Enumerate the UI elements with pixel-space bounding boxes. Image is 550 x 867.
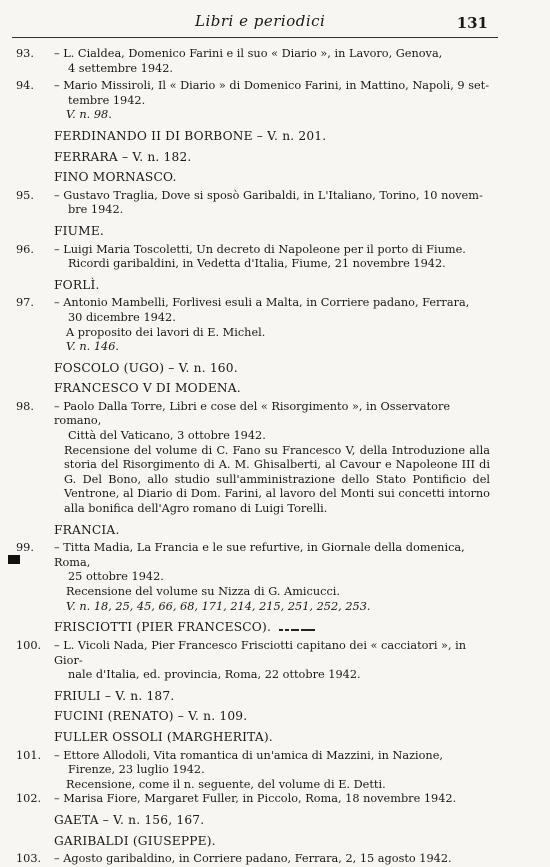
section-heading: FORLÌ. bbox=[54, 277, 100, 292]
entry-98 bbox=[0, 400, 550, 517]
entry-number: 102. bbox=[16, 792, 42, 806]
entry-number: 98. bbox=[16, 399, 34, 413]
ink-mark bbox=[8, 555, 20, 564]
entry-date: Firenze, 23 luglio 1942. bbox=[68, 763, 205, 777]
entry-citation: – Gustavo Traglia, Dove si sposò Garibaldi, in L'Italiano, Torino, 10 novem- bbox=[54, 188, 483, 202]
ink-dash-marks bbox=[279, 620, 317, 635]
section-heading: FRIULI – V. n. 187. bbox=[54, 688, 175, 703]
section-heading: FULLER OSSOLI (MARGHERITA). bbox=[54, 729, 273, 744]
entry-cross-reference: V. n. 18, 25, 45, 66, 68, 171, 214, 215, 251, 252, 253. bbox=[66, 599, 371, 613]
entry-date: tembre 1942. bbox=[68, 93, 146, 107]
entry-102 bbox=[0, 792, 550, 807]
entry-citation: – L. Vicoli Nada, Pier Francesco Frisciotti capitano dei « cacciatori », in Gior- bbox=[54, 638, 467, 667]
entry-citation: – Marisa Fiore, Margaret Fuller, in Piccolo, Roma, 18 novembre 1942. bbox=[54, 792, 457, 806]
entry-citation-continued: nale d'Italia, ed. provincia, Roma, 22 ottobre 1942. bbox=[68, 668, 361, 682]
section-heading: FOSCOLO (UGO) – V. n. 160. bbox=[54, 360, 238, 375]
entry-citation: – Paolo Dalla Torre, Libri e cose del « Risorgimento », in Osservatore romano, bbox=[54, 399, 451, 428]
entry-review-paragraph: Recensione del volume di C. Fano su Francesco V, della Introduzione alla storia del Risorgimento di A. M. Ghisalberti, al Cavour e Napoleone III di G. Del Bono, allo studio sull'amministrazione dello Stato Pontificio del Ventrone, al Diario di Dom. Farini, al lavoro del Monti sui concetti intorno alla bonifica dell'Agro romano di Luigi Torelli. bbox=[64, 443, 490, 516]
entry-date: Città del Vaticano, 3 ottobre 1942. bbox=[68, 429, 266, 443]
entry-citation: – Mario Missiroli, Il « Diario » di Domenico Farini, in Mattino, Napoli, 9 set- bbox=[54, 79, 490, 93]
running-title: Libri e periodici bbox=[195, 12, 326, 30]
section-heading: FRANCESCO V DI MODENA. bbox=[54, 381, 241, 396]
entry-citation: – Antonio Mambelli, Forlivesi esuli a Malta, in Corriere padano, Ferrara, bbox=[54, 296, 470, 310]
entry-number: 100. bbox=[16, 638, 42, 652]
section-heading: FIUME. bbox=[54, 223, 104, 238]
entry-note: Recensione del volume su Nizza di G. Amicucci. bbox=[66, 585, 340, 598]
section-heading bbox=[0, 620, 550, 635]
entry-date: 4 settembre 1942. bbox=[68, 61, 173, 75]
entry-number: 97. bbox=[16, 296, 34, 310]
entry-number: 101. bbox=[16, 748, 42, 762]
entry-number: 96. bbox=[16, 242, 34, 256]
page-number: 131 bbox=[456, 14, 488, 32]
entry-citation-continued: Ricordi garibaldini, in Vedetta d'Italia, Fiume, 21 novembre 1942. bbox=[68, 257, 446, 271]
entry-99 bbox=[0, 541, 550, 614]
entry-note: A proposito dei lavori di E. Michel. bbox=[66, 325, 266, 339]
section-heading: FRANCIA. bbox=[54, 522, 120, 537]
entry-number: 95. bbox=[16, 188, 34, 202]
entry-date: 25 ottobre 1942. bbox=[68, 570, 164, 584]
entry-note: Recensione, come il n. seguente, del volume di E. Detti. bbox=[66, 777, 386, 791]
entry-date: bre 1942. bbox=[68, 203, 124, 217]
header-rule bbox=[12, 37, 498, 38]
entry-94 bbox=[0, 79, 550, 123]
entry-number: 94. bbox=[16, 79, 34, 93]
entry-citation: – Agosto garibaldino, in Corriere padano, Ferrara, 2, 15 agosto 1942. bbox=[54, 852, 452, 866]
entry-97 bbox=[0, 296, 550, 354]
entry-citation: – Luigi Maria Toscoletti, Un decreto di Napoleone per il porto di Fiume. bbox=[54, 242, 466, 256]
entry-number: 99. bbox=[16, 541, 34, 555]
entry-95 bbox=[0, 189, 550, 218]
entry-number: 103. bbox=[16, 852, 42, 866]
entry-date: 30 dicembre 1942. bbox=[68, 310, 176, 324]
section-heading: FINO MORNASCO. bbox=[54, 170, 177, 185]
section-heading: FERRARA – V. n. 182. bbox=[54, 149, 192, 164]
page-body bbox=[0, 47, 550, 867]
section-heading: FERDINANDO II DI BORBONE – V. n. 201. bbox=[54, 128, 327, 143]
entry-96 bbox=[0, 243, 550, 272]
section-heading: FUCINI (RENATO) – V. n. 109. bbox=[54, 709, 248, 724]
entry-citation: – Ettore Allodoli, Vita romantica di un'amica di Mazzini, in Nazione, bbox=[54, 748, 443, 762]
entry-101 bbox=[0, 749, 550, 793]
section-heading: GARIBALDI (GIUSEPPE). bbox=[54, 833, 216, 848]
entry-number: 93. bbox=[16, 47, 34, 60]
entry-103 bbox=[0, 852, 550, 867]
entry-93 bbox=[0, 47, 550, 76]
entry-cross-reference: V. n. 146. bbox=[66, 340, 119, 354]
entry-citation: – Titta Madia, La Francia e le sue refurtive, in Giornale della domenica, Roma, bbox=[54, 541, 465, 569]
page-header bbox=[0, 0, 550, 40]
section-heading: GAETA – V. n. 156, 167. bbox=[54, 812, 205, 827]
section-heading-text: FRISCIOTTI (PIER FRANCESCO). bbox=[54, 620, 272, 635]
entry-100 bbox=[0, 639, 550, 683]
entry-citation: – L. Cialdea, Domenico Farini e il suo « Diario », in Lavoro, Genova, bbox=[54, 47, 443, 60]
entry-cross-reference: V. n. 98. bbox=[66, 108, 112, 122]
